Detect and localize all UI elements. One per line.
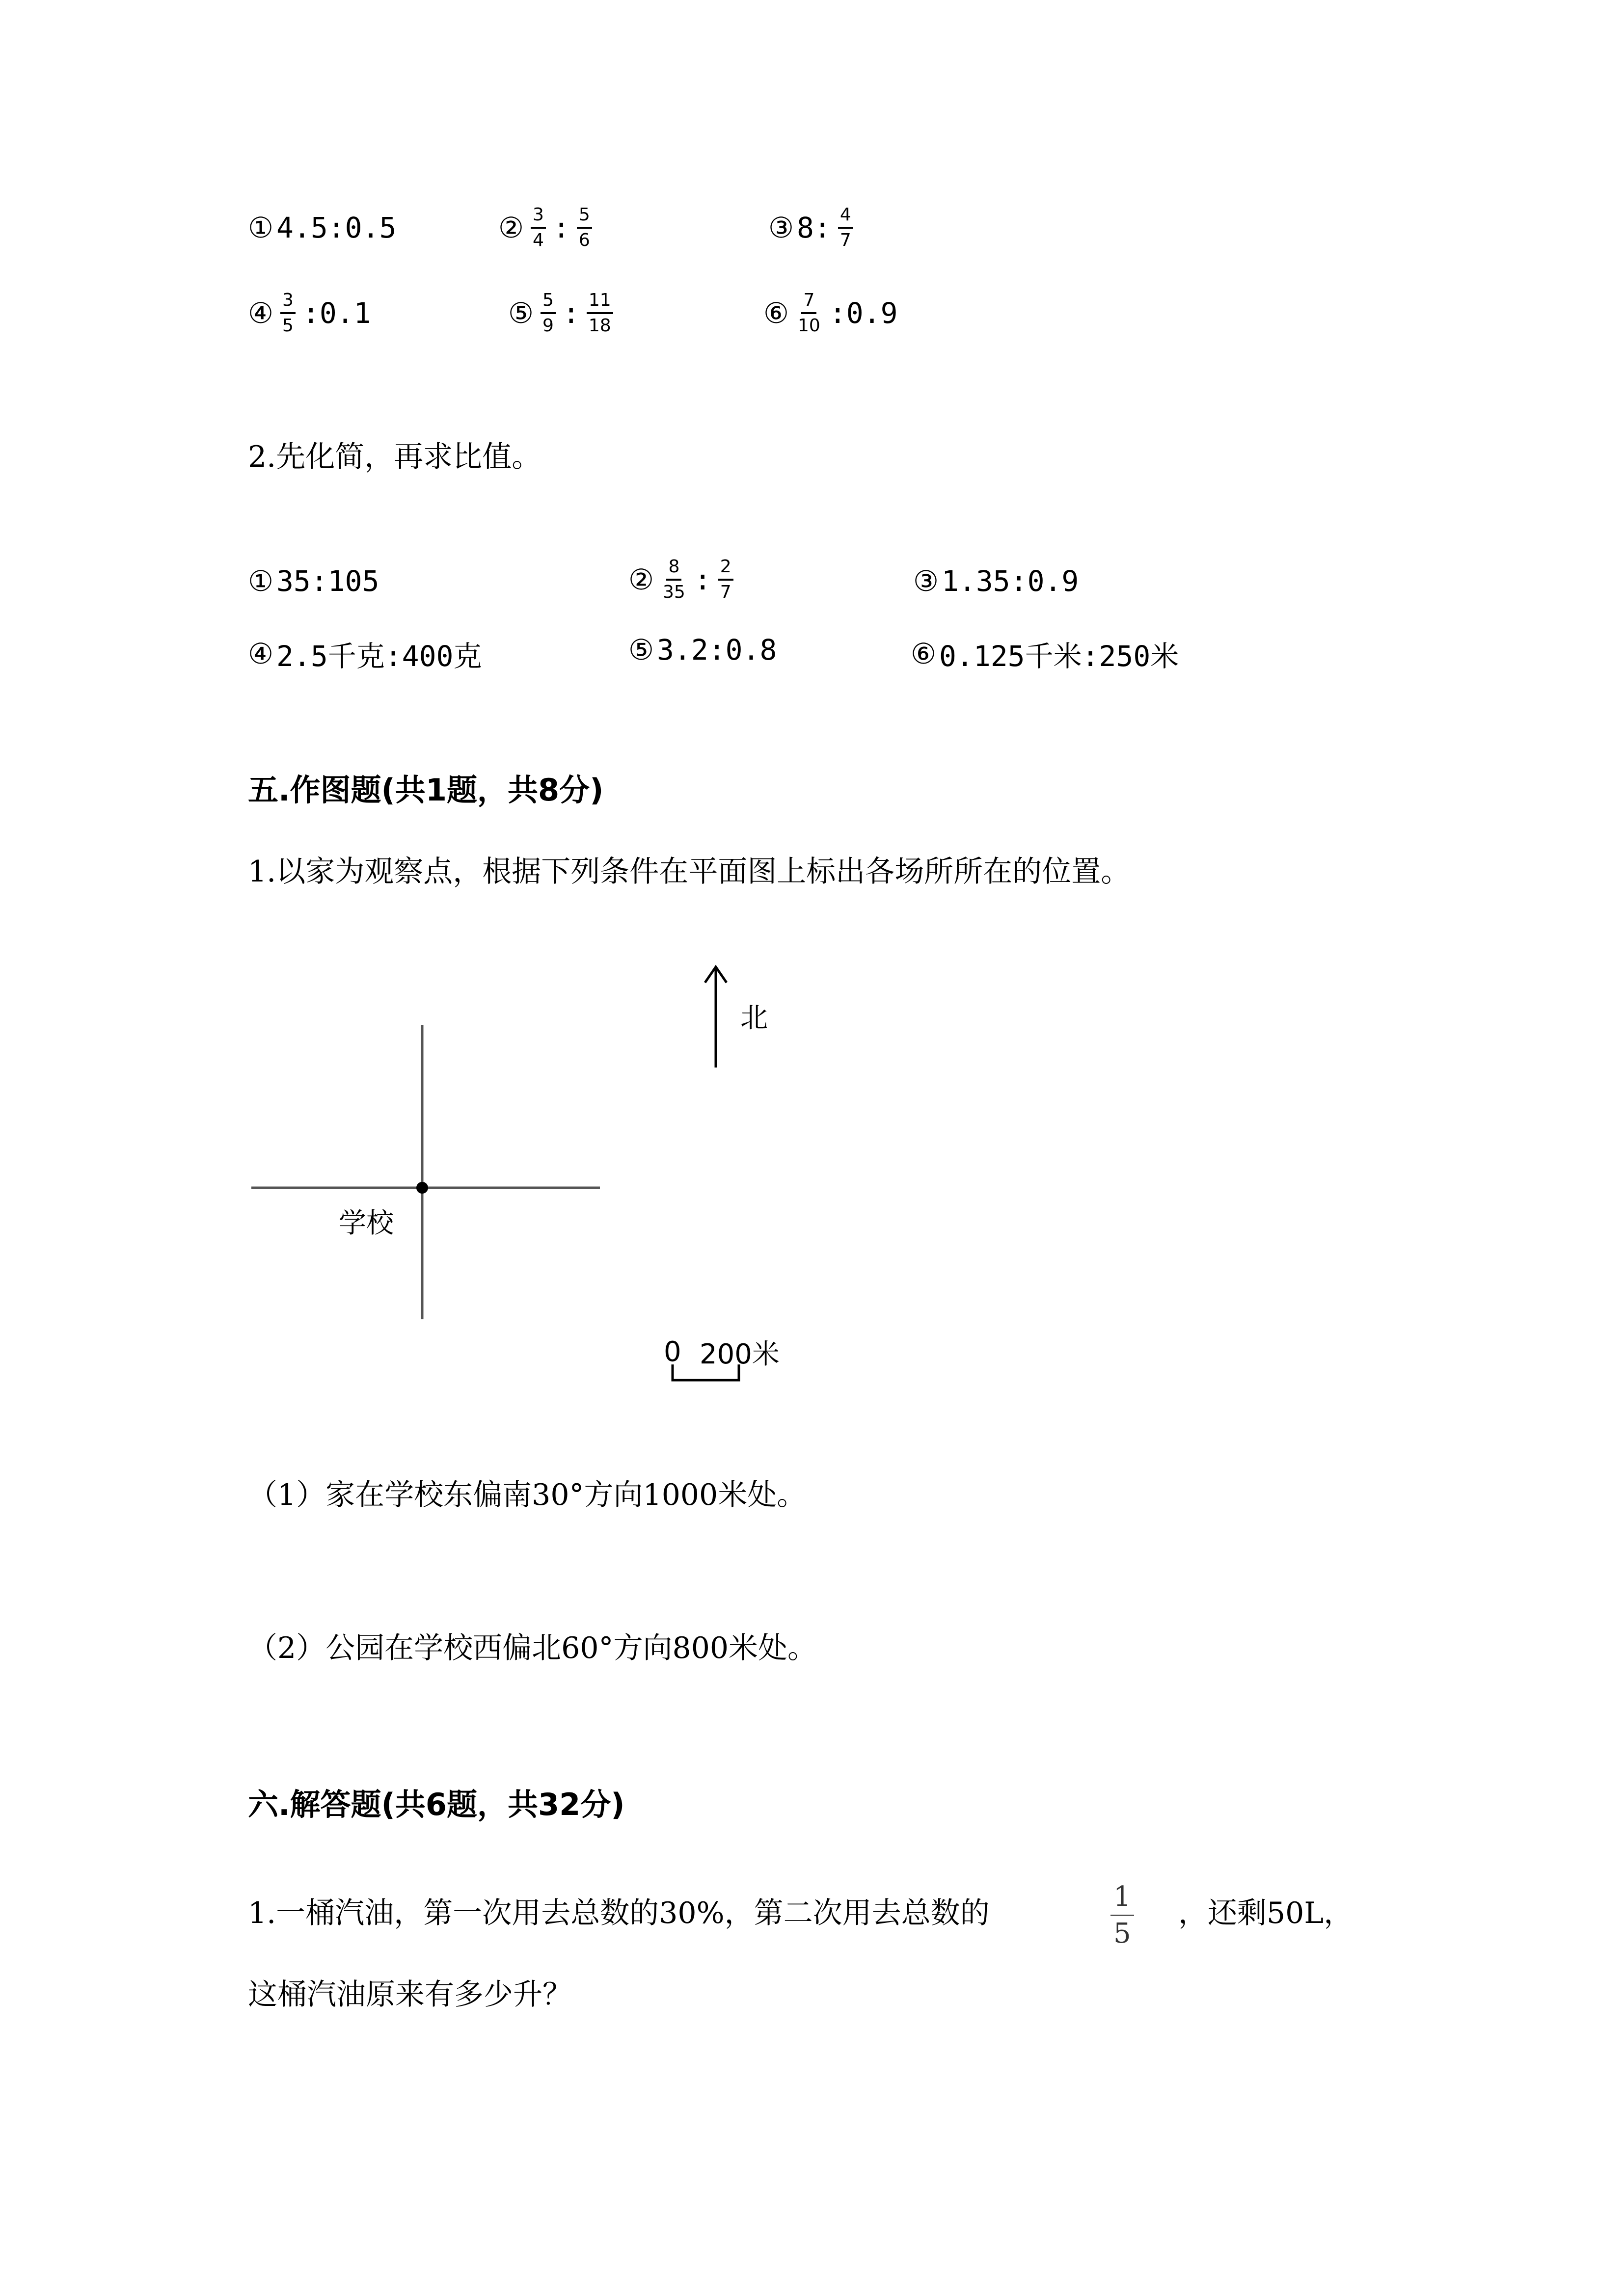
school-label: 学校 <box>339 1207 394 1239</box>
scale-zero-label: 0 <box>664 1336 681 1368</box>
item-marker: ④ <box>248 637 273 670</box>
item-separator: : <box>694 563 711 596</box>
fraction: $\frac{4}{7}$ <box>838 205 853 250</box>
item-text: 1.35:0.9 <box>942 564 1079 598</box>
question-2-title: 2.先化简，再求比值。 <box>248 440 541 474</box>
item-text: 2.5千克:400克 <box>276 640 482 673</box>
item-text: :0.1 <box>302 296 371 330</box>
fraction: $\frac{7}{10}$ <box>798 290 820 336</box>
section-5-heading: 五.作图题(共1题，共8分) <box>248 772 604 808</box>
item-marker: ⑤ <box>628 633 654 667</box>
north-label: 北 <box>740 1002 768 1034</box>
item-marker: ① <box>248 564 273 598</box>
item-marker: ② <box>628 563 654 596</box>
item-separator: : <box>552 211 570 244</box>
item-marker: ⑤ <box>508 296 534 330</box>
sub-question-2: （2）公园在学校西偏北60°方向800米处。 <box>248 1631 817 1665</box>
item-marker: ⑥ <box>911 637 936 670</box>
fraction: $\frac{5}{6}$ <box>577 205 592 250</box>
section-6-question-1-line1: 1.一桶汽油，第一次用去总数的30%，第二次用去总数的 <box>248 1896 990 1930</box>
scale-distance-label: 200米 <box>700 1338 780 1370</box>
item-marker: ④ <box>248 296 273 330</box>
item-text: 3.2:0.8 <box>657 633 777 667</box>
item-text: 4.5:0.5 <box>276 211 397 244</box>
item-marker: ⑥ <box>763 296 789 330</box>
section-6-question-1-line1-end: ，还剩50L， <box>1178 1896 1353 1930</box>
fraction: $\frac{3}{4}$ <box>531 205 546 250</box>
sub-question-1: （1）家在学校东偏南30°方向1000米处。 <box>248 1478 807 1512</box>
fraction: $\frac{8}{35}$ <box>663 557 685 602</box>
item-marker: ① <box>248 211 273 244</box>
item-marker: ③ <box>768 211 794 244</box>
fraction: $\frac{3}{5}$ <box>280 291 296 336</box>
item-marker: ③ <box>913 564 939 598</box>
item-separator: : <box>562 296 580 330</box>
item-text: 0.125千米:250米 <box>939 640 1179 673</box>
section-6-question-1-line2: 这桶汽油原来有多少升？ <box>248 1977 572 2012</box>
section-6-heading: 六.解答题(共6题，共32分) <box>248 1787 625 1822</box>
question-fraction: $\frac{1}{5}$ <box>1110 1882 1134 1949</box>
item-text: 35:105 <box>276 564 379 598</box>
item-marker: ② <box>498 211 524 244</box>
fraction: $\frac{2}{7}$ <box>718 557 733 602</box>
item-text: 8: <box>797 211 831 244</box>
section-5-question-1: 1.以家为观察点，根据下列条件在平面图上标出各场所所在的位置。 <box>248 854 1131 889</box>
item-text: :0.9 <box>829 296 898 330</box>
school-point <box>416 1182 428 1194</box>
fraction: $\frac{11}{18}$ <box>587 291 613 336</box>
fraction: $\frac{5}{9}$ <box>541 291 556 336</box>
